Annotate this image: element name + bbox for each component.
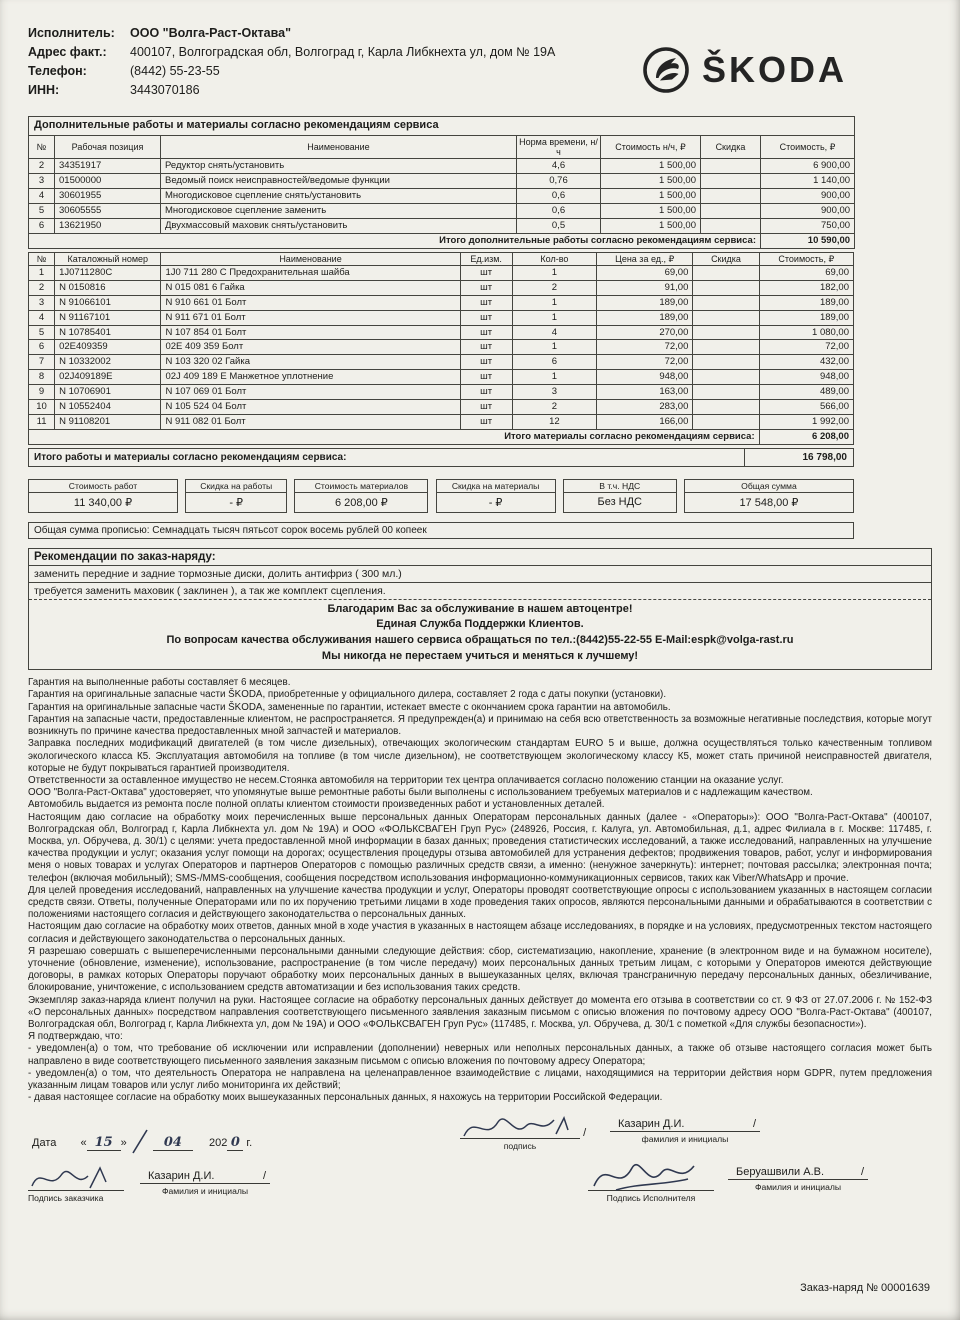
document-header [28,24,935,116]
legal-paragraph: Для целей проведения исследований, направленных на улучшение качества продукции и услуг, Операторы проводят соответствующие опросы с использованием указанных в настоящем согласии средств связи. Ответы, полученные Операторами или по их поручению третьими лицами в ходе проведения таких опросов, являются персональными данными и обрабатываются в соответствии с положениями настоящего согласия и действующего законодательства о персональных данных. [28,884,932,921]
table-cell: шт [460,280,512,295]
table-row [29,310,854,325]
works-table [28,116,855,249]
table-cell: шт [460,325,512,340]
table-cell: 9 [29,385,55,400]
table-cell: 72,00 [597,355,693,370]
summary-box [684,479,854,513]
materials-total-row [29,429,854,444]
col-cost: Стоимость, ₽ [759,252,853,265]
table-cell: N 91066101 [55,295,161,310]
pen-slash-mark-icon [130,1128,150,1154]
recommendations-title: Рекомендации по заказ-наряду: [29,549,931,566]
phone-label: Телефон: [28,64,87,78]
col-cost: Стоимость, ₽ [761,135,855,159]
table-cell: 1 140,00 [761,174,855,189]
table-cell: 948,00 [597,370,693,385]
table-row [29,266,854,281]
table-cell: 4 [29,189,55,204]
table-cell: шт [460,399,512,414]
summary-box-label: Общая сумма [685,480,853,493]
table-row [29,340,854,355]
summary-box-value: Без НДС [597,495,643,508]
table-cell: 1 500,00 [601,174,701,189]
table-cell: 948,00 [759,370,853,385]
surname-label: фамилия и инициалы [641,1134,729,1145]
surname-label: Фамилия и инициалы [754,1182,842,1193]
table-cell [693,325,759,340]
legal-paragraph: Экземпляр заказ-наряда клиент получил на руки. Настоящее согласие на обработку персональных данных действует до момента его отзыва в соответствии со ст. 9 ФЗ от 27.07.2006 г. № 152-ФЗ «О персональных данных» посредством направления соответствующего письменного заявления заказным письмом с описью вложения по почтовому адресу ООО "Волга-Раст-Октава" (400107, Волгоградская обл, Волгоград г, Карла Либкнехта ул, дом № 19А) и ООО «ФОЛЬКСВАГЕН Груп Рус» (117485, г. Москва, ул. Обручева, д. 30/1 с пометкой «Для службы безопасности»). [28,994,932,1030]
table-cell: шт [460,385,512,400]
table-cell [693,370,759,385]
table-cell: 30601955 [55,189,161,204]
legal-paragraph: Гарантия на оригинальные запасные части ŠKODA, приобретенные у официального дилера, составляет 2 года с даты покупки (установки). [28,689,667,701]
table-cell: 01500000 [55,174,161,189]
close-quote: » [120,1137,127,1150]
thanks-line: Единая Служба Поддержки Клиентов. [376,618,584,631]
col-discount: Скидка [701,135,761,159]
table-cell: 8 [29,370,55,385]
table-cell [693,266,759,281]
table-cell: 02E409359 [55,340,161,355]
table-cell: 1 500,00 [601,218,701,233]
legal-paragraph: Гарантия на оригинальные запасные части ŠKODA, замененные по гарантии, истекает вместе с окончанием срока гарантии на автомобиль. [28,701,671,713]
table-cell: Редуктор снять/установить [161,159,517,174]
surname-label: Фамилия и инициалы [161,1186,249,1197]
table-cell: 1 500,00 [601,189,701,204]
order-number: Заказ-наряд № 00001639 [800,1282,930,1294]
skoda-logo-text: ŠKODA [702,49,848,90]
materials-total-label: Итого материалы согласно рекомендациям сервиса: [29,429,760,444]
col-catalog-number: Каталожный номер [55,252,161,265]
thanks-block [29,600,931,670]
summary-box-value: 17 548,00 ₽ [739,496,799,509]
grand-total-value: 16 798,00 [744,449,853,466]
summary-box-label: Скидка на работы [186,480,286,493]
table-cell: 750,00 [761,218,855,233]
table-row [29,385,854,400]
table-cell: N 910 661 01 Болт [161,295,460,310]
table-cell: 30605555 [55,204,161,219]
works-total-row [29,233,855,248]
recommendations-box [28,548,932,671]
summary-box [294,479,428,513]
slash-separator: / [262,1170,266,1183]
table-cell: 2 [512,399,596,414]
skoda-logo-icon [640,44,692,96]
table-cell: 69,00 [597,266,693,281]
table-cell: Многодисковое сцепление заменить [161,204,517,219]
col-num: № [29,252,55,265]
table-cell [701,159,761,174]
table-row [29,325,854,340]
table-cell: N 103 320 02 Гайка [161,355,460,370]
table-cell: 900,00 [761,189,855,204]
legal-paragraph: Я подтверждаю, что: [28,1031,123,1043]
table-cell: 1 080,00 [759,325,853,340]
table-cell: 166,00 [597,414,693,429]
table-cell: 5 [29,325,55,340]
table-cell: 566,00 [759,399,853,414]
table-cell: 69,00 [759,266,853,281]
table-cell: 4 [29,310,55,325]
thanks-line: Благодарим Вас за обслуживание в нашем автоцентре! [327,602,633,615]
table-cell: N 015 081 6 Гайка [161,280,460,295]
recommendation-line: требуется заменить маховик ( заклинен ), а так же комплект сцепления. [29,583,931,600]
skoda-logo [640,44,847,96]
slash-separator: / [860,1166,864,1179]
table-cell: шт [460,310,512,325]
summary-box-value: 6 208,00 ₽ [334,496,388,509]
signature-area [28,1112,935,1230]
signature-customer2-icon [28,1162,124,1194]
customer-name-bottom [140,1170,270,1196]
table-cell: 163,00 [597,385,693,400]
table-cell [693,414,759,429]
amount-in-words: Общая сумма прописью: Семнадцать тысяч пятьсот сорок восемь рублей 00 копеек [28,522,854,539]
table-cell: 1J0711280C [55,266,161,281]
table-cell: 6 [29,218,55,233]
table-cell: 1 [512,310,596,325]
slash-separator: / [583,1127,587,1140]
table-cell: 72,00 [597,340,693,355]
table-row [29,159,855,174]
table-cell: N 911 082 01 Болт [161,414,460,429]
customer-name-value: Казарин Д.И. [148,1170,215,1183]
table-cell: шт [460,355,512,370]
legal-paragraph: Настоящим даю согласие на обработку моих ответов, данных мной в ходе участия в указанных в настоящем абзаце исследованиях, в порядке и на условиях, предусмотренных текстом настоящего согласия и действующего законодательства о персональных данных. [28,921,932,945]
header-row [28,24,935,43]
legal-paragraph: - давая настоящее согласие на обработку моих вышеуказанных персональных данных, я нахожусь на территории Российской Федерации. [28,1092,663,1104]
executor-signature [588,1160,718,1203]
table-cell: 3 [29,174,55,189]
table-cell: шт [460,295,512,310]
table-cell: N 10785401 [55,325,161,340]
table-row [29,280,854,295]
summary-box [185,479,287,513]
executor-label: Исполнитель: [28,26,115,40]
executor-value: ООО "Волга-Раст-Октава" [130,26,291,40]
col-time-norm: Норма времени, н/ч [517,135,601,159]
col-work-position: Рабочая позиция [55,135,161,159]
year-suffix: г. [246,1137,253,1150]
works-total-label: Итого дополнительные работы согласно рекомендациям сервиса: [29,233,761,248]
table-cell: N 105 524 04 Болт [161,399,460,414]
legal-paragraph: Заправка последних модификаций двигателей (в том числе дизельных), отвечающих экологическим стандартам EURO 5 и выше, должна осуществляться только качественным топливом экологического класса К5. Эксплуатация автомобиля на топливе (в том числе дизельном), не соответствующем экологическому классу К5, может стать причиной неисправностей двигателя, которые не будут покрываться гарантией производителя. [28,738,932,774]
table-cell: 189,00 [759,295,853,310]
works-table-header-row [29,135,855,159]
table-cell: 189,00 [597,310,693,325]
col-discount: Скидка [693,252,759,265]
summary-boxes-row [28,479,854,513]
slash-separator: / [752,1118,756,1131]
table-cell: N 107 854 01 Болт [161,325,460,340]
table-cell: 432,00 [759,355,853,370]
legal-terms [28,677,932,1104]
year-prefix: 202 [208,1137,228,1150]
summary-box-label: В т.ч. НДС [564,480,676,493]
table-cell: 72,00 [759,340,853,355]
table-cell: 12 [512,414,596,429]
table-cell: Многодисковое сцепление снять/установить [161,189,517,204]
table-cell: 1 [512,295,596,310]
summary-box-label: Стоимость работ [29,480,177,493]
table-row [29,189,855,204]
thanks-line: Мы никогда не перестаем учиться и меняться к лучшему! [321,650,639,663]
materials-table-header-row [29,252,854,265]
legal-paragraph: ООО "Волга-Раст-Октава" удостоверяет, что упомянутые выше ремонтные работы были выполнены с использованием требуемых материалов и с надлежащим качеством. [28,787,813,799]
table-cell: 4 [512,325,596,340]
col-unit: Ед.изм. [460,252,512,265]
signature-customer-icon [460,1110,580,1142]
customer-name-value: Казарин Д.И. [618,1118,685,1131]
table-row [29,174,855,189]
table-cell: 1 [29,266,55,281]
handwritten-year-digit: 0 [230,1135,240,1151]
handwritten-month: 04 [163,1135,182,1151]
table-row [29,218,855,233]
materials-table [28,252,854,445]
table-cell: 02E 409 359 Болт [161,340,460,355]
grand-total-strip [28,448,854,467]
table-cell: 5 [29,204,55,219]
table-cell: 1J0 711 280 C Предохранительная шайба [161,266,460,281]
table-row [29,355,854,370]
inn-value: 3443070186 [130,83,200,97]
table-cell: 189,00 [597,295,693,310]
col-qty: Кол-во [512,252,596,265]
table-cell [693,295,759,310]
executor-name [728,1166,868,1192]
table-cell [693,399,759,414]
summary-box-value: 11 340,00 ₽ [73,496,133,509]
col-num: № [29,135,55,159]
col-rate: Стоимость н/ч, ₽ [601,135,701,159]
table-row [29,204,855,219]
table-cell: 11 [29,414,55,429]
summary-box-value: - ₽ [229,496,244,509]
summary-box [28,479,178,513]
customer-signature-bottom [28,1164,128,1203]
legal-paragraph: Гарантия на выполненные работы составляет 6 месяцев. [28,677,291,689]
address-value: 400107, Волгоградская обл, Волгоград г, Карла Либкнехта ул, дом № 19А [130,45,556,59]
date-line [32,1128,252,1154]
summary-box [563,479,677,513]
summary-box [436,479,556,513]
table-cell: шт [460,266,512,281]
col-name: Наименование [161,135,517,159]
signature-executor-icon [588,1156,714,1194]
table-cell [693,355,759,370]
works-table-title-row [29,117,855,136]
table-cell: 0,6 [517,204,601,219]
table-cell [701,174,761,189]
table-cell: 6 900,00 [761,159,855,174]
table-cell: 0,76 [517,174,601,189]
table-cell: Ведомый поиск неисправностей/ведомые функции [161,174,517,189]
col-name: Наименование [161,252,460,265]
table-cell [693,340,759,355]
legal-paragraph: Ответственности за оставленное имущество не несем.Стоянка автомобиля на территории тех центра оплачивается согласно положению станции на оказание услуг. [28,774,784,786]
table-cell: N 107 069 01 Болт [161,385,460,400]
legal-paragraph: - уведомлен(а) о том, что деятельность Оператора не направлена на целенаправленное взаимодействие с лицами, находящимися на территории действия норм GDPR, путем предложения указанным лицам товаров или услуг либо мониторинга их действий; [28,1067,932,1091]
table-cell: 2 [512,280,596,295]
phone-value: (8442) 55-23-55 [130,64,220,78]
table-cell: Двухмассовый маховик снять/установить [161,218,517,233]
customer-name-top [610,1118,760,1144]
table-cell: 182,00 [759,280,853,295]
table-cell [693,310,759,325]
table-cell: 3 [512,385,596,400]
table-cell: 91,00 [597,280,693,295]
summary-box-value: - ₽ [488,496,503,509]
thanks-line: По вопросам качества обслуживания нашего сервиса обращаться по тел.:(8442)55-22-55 E-Mail:espk@volga-rast.ru [166,634,794,647]
table-cell: N 10332002 [55,355,161,370]
handwritten-day: 15 [94,1135,113,1151]
date-label: Дата [32,1137,57,1150]
table-cell: 489,00 [759,385,853,400]
table-cell: 02J409189E [55,370,161,385]
table-cell [701,218,761,233]
table-cell: 900,00 [761,204,855,219]
recommendation-line: заменить передние и задние тормозные диски, долить антифриз ( 300 мл.) [29,566,931,583]
inn-label: ИНН: [28,83,60,97]
table-cell: N 0150816 [55,280,161,295]
table-cell: 283,00 [597,399,693,414]
table-cell [693,385,759,400]
table-cell: 2 [29,280,55,295]
table-cell: 6 [512,355,596,370]
legal-paragraph: Я разрешаю совершать с вышеперечисленными персональными данными следующие действия: сбор, систематизацию, накопление, хранение (в электронном виде и на бумажном носителе), уточнение (обновление, изменение), использование, распространение (в том числе передачу) моих персональных данных третьим лицам, с которыми у Операторов имеются действующие договоры, в рамках которых Операторы поручают обработку моих персональных данных в вышеуказанных целях, включая трансграничную передачу персональных данных, обезличивание, блокирование, уничтожение, с использованием средств автоматизации и без использования таких средств. [28,945,932,994]
legal-paragraph: Автомобиль выдается из ремонта после полной оплаты клиентом стоимости произведенных работ и установленных деталей. [28,799,605,811]
table-cell: шт [460,414,512,429]
summary-box-label: Скидка на материалы [437,480,555,493]
customer-sign-label: Подпись заказчика [28,1193,104,1204]
table-cell: 13621950 [55,218,161,233]
table-cell: N 10552404 [55,399,161,414]
table-cell: N 10706901 [55,385,161,400]
table-cell [701,189,761,204]
table-cell: 3 [29,295,55,310]
executor-name-value: Беруашвили А.В. [736,1166,825,1179]
works-total-value: 10 590,00 [761,233,855,248]
table-cell: 1 [512,266,596,281]
table-cell: 270,00 [597,325,693,340]
works-table-title: Дополнительные работы и материалы согласно рекомендациям сервиса [29,117,855,136]
legal-paragraph: - уведомлен(а) о том, что требование об исключении или исправлении (дополнении) неверных или неполных персональных данных, а также об отзыве настоящего согласия может быть направлено в виде соответствующего письменного заявления заказным письмом с описью вложения по почтовому адресу Оператора; [28,1043,932,1067]
materials-total-value: 6 208,00 [759,429,853,444]
col-unit-price: Цена за ед., ₽ [597,252,693,265]
sign-label: подпись [503,1141,537,1152]
table-cell: 02J 409 189 E Манжетное уплотнение [161,370,460,385]
table-cell: N 91108201 [55,414,161,429]
table-cell: 1 500,00 [601,159,701,174]
legal-paragraph: Настоящим даю согласие на обработку моих перечисленных выше персональных данных Операторам персональных данных (далее - «Операторы»): ООО "Волга-Раст-Октава" (400107, Волгоградская обл, Волгоград г, Карла Либкнехта ул. дом № 19А) и ООО «ФОЛЬКСВАГЕН Груп Рус» (248926, Россия, г. Калуга, ул. Автомобильная, д.1, адрес Филиала в г. Москве: 117485, г. Москва, ул. Обручева, д. 30/1) с целями: учета предоставленной мной информации в базах данных; проведения статистических исследований, а также исследований, направленных на улучшение качества продукции и услуг; оказания услуг помощи на дорогах; осуществления процедуры отзыва автомобилей для устранения дефектов; продвижения товаров, работ, услуг и информирования меня о новых товарах и услугах Операторов и партнеров Операторов с помощью различных средств связи, а именно: (ненужное зачеркнуть): интернет; почтовая рассылка; электронная почта; телефон (включая мобильный); SMS-/MMS-сообщения, сообщения посредством использования информационно-коммуникационных сервисов, таких как Viber/WhatsApp и прочие. [28,811,932,884]
table-row [29,370,854,385]
grand-total-label: Итого работы и материалы согласно рекомендациям сервиса: [34,451,347,463]
table-cell: 10 [29,399,55,414]
recommendations-lines [29,566,931,600]
table-cell: 0,5 [517,218,601,233]
legal-paragraph: Гарантия на запасные части, предоставленные клиентом, не распространяется. Я предупрежден(а) и принимаю на себя всю ответственность за возможные негативные последствия, которые могут возникнуть по причине качества предоставленных мной запчастей и материалов. [28,713,932,738]
table-cell: 1 [512,370,596,385]
table-cell: N 91167101 [55,310,161,325]
table-cell: 0,6 [517,189,601,204]
table-cell: шт [460,340,512,355]
table-cell [693,280,759,295]
table-cell [701,204,761,219]
table-cell: шт [460,370,512,385]
table-cell: 1 [512,340,596,355]
address-label: Адрес факт.: [28,45,107,59]
table-cell: 4,6 [517,159,601,174]
table-cell: 1 500,00 [601,204,701,219]
table-cell: 2 [29,159,55,174]
open-quote: « [80,1137,87,1150]
table-cell: N 911 671 01 Болт [161,310,460,325]
summary-box-label: Стоимость материалов [295,480,427,493]
table-cell: 6 [29,340,55,355]
customer-signature-top [460,1112,600,1151]
table-row [29,295,854,310]
table-cell: 34351917 [55,159,161,174]
table-cell: 189,00 [759,310,853,325]
table-cell: 1 992,00 [759,414,853,429]
table-cell: 7 [29,355,55,370]
table-row [29,399,854,414]
table-row [29,414,854,429]
executor-sign-label: Подпись Исполнителя [606,1193,696,1204]
